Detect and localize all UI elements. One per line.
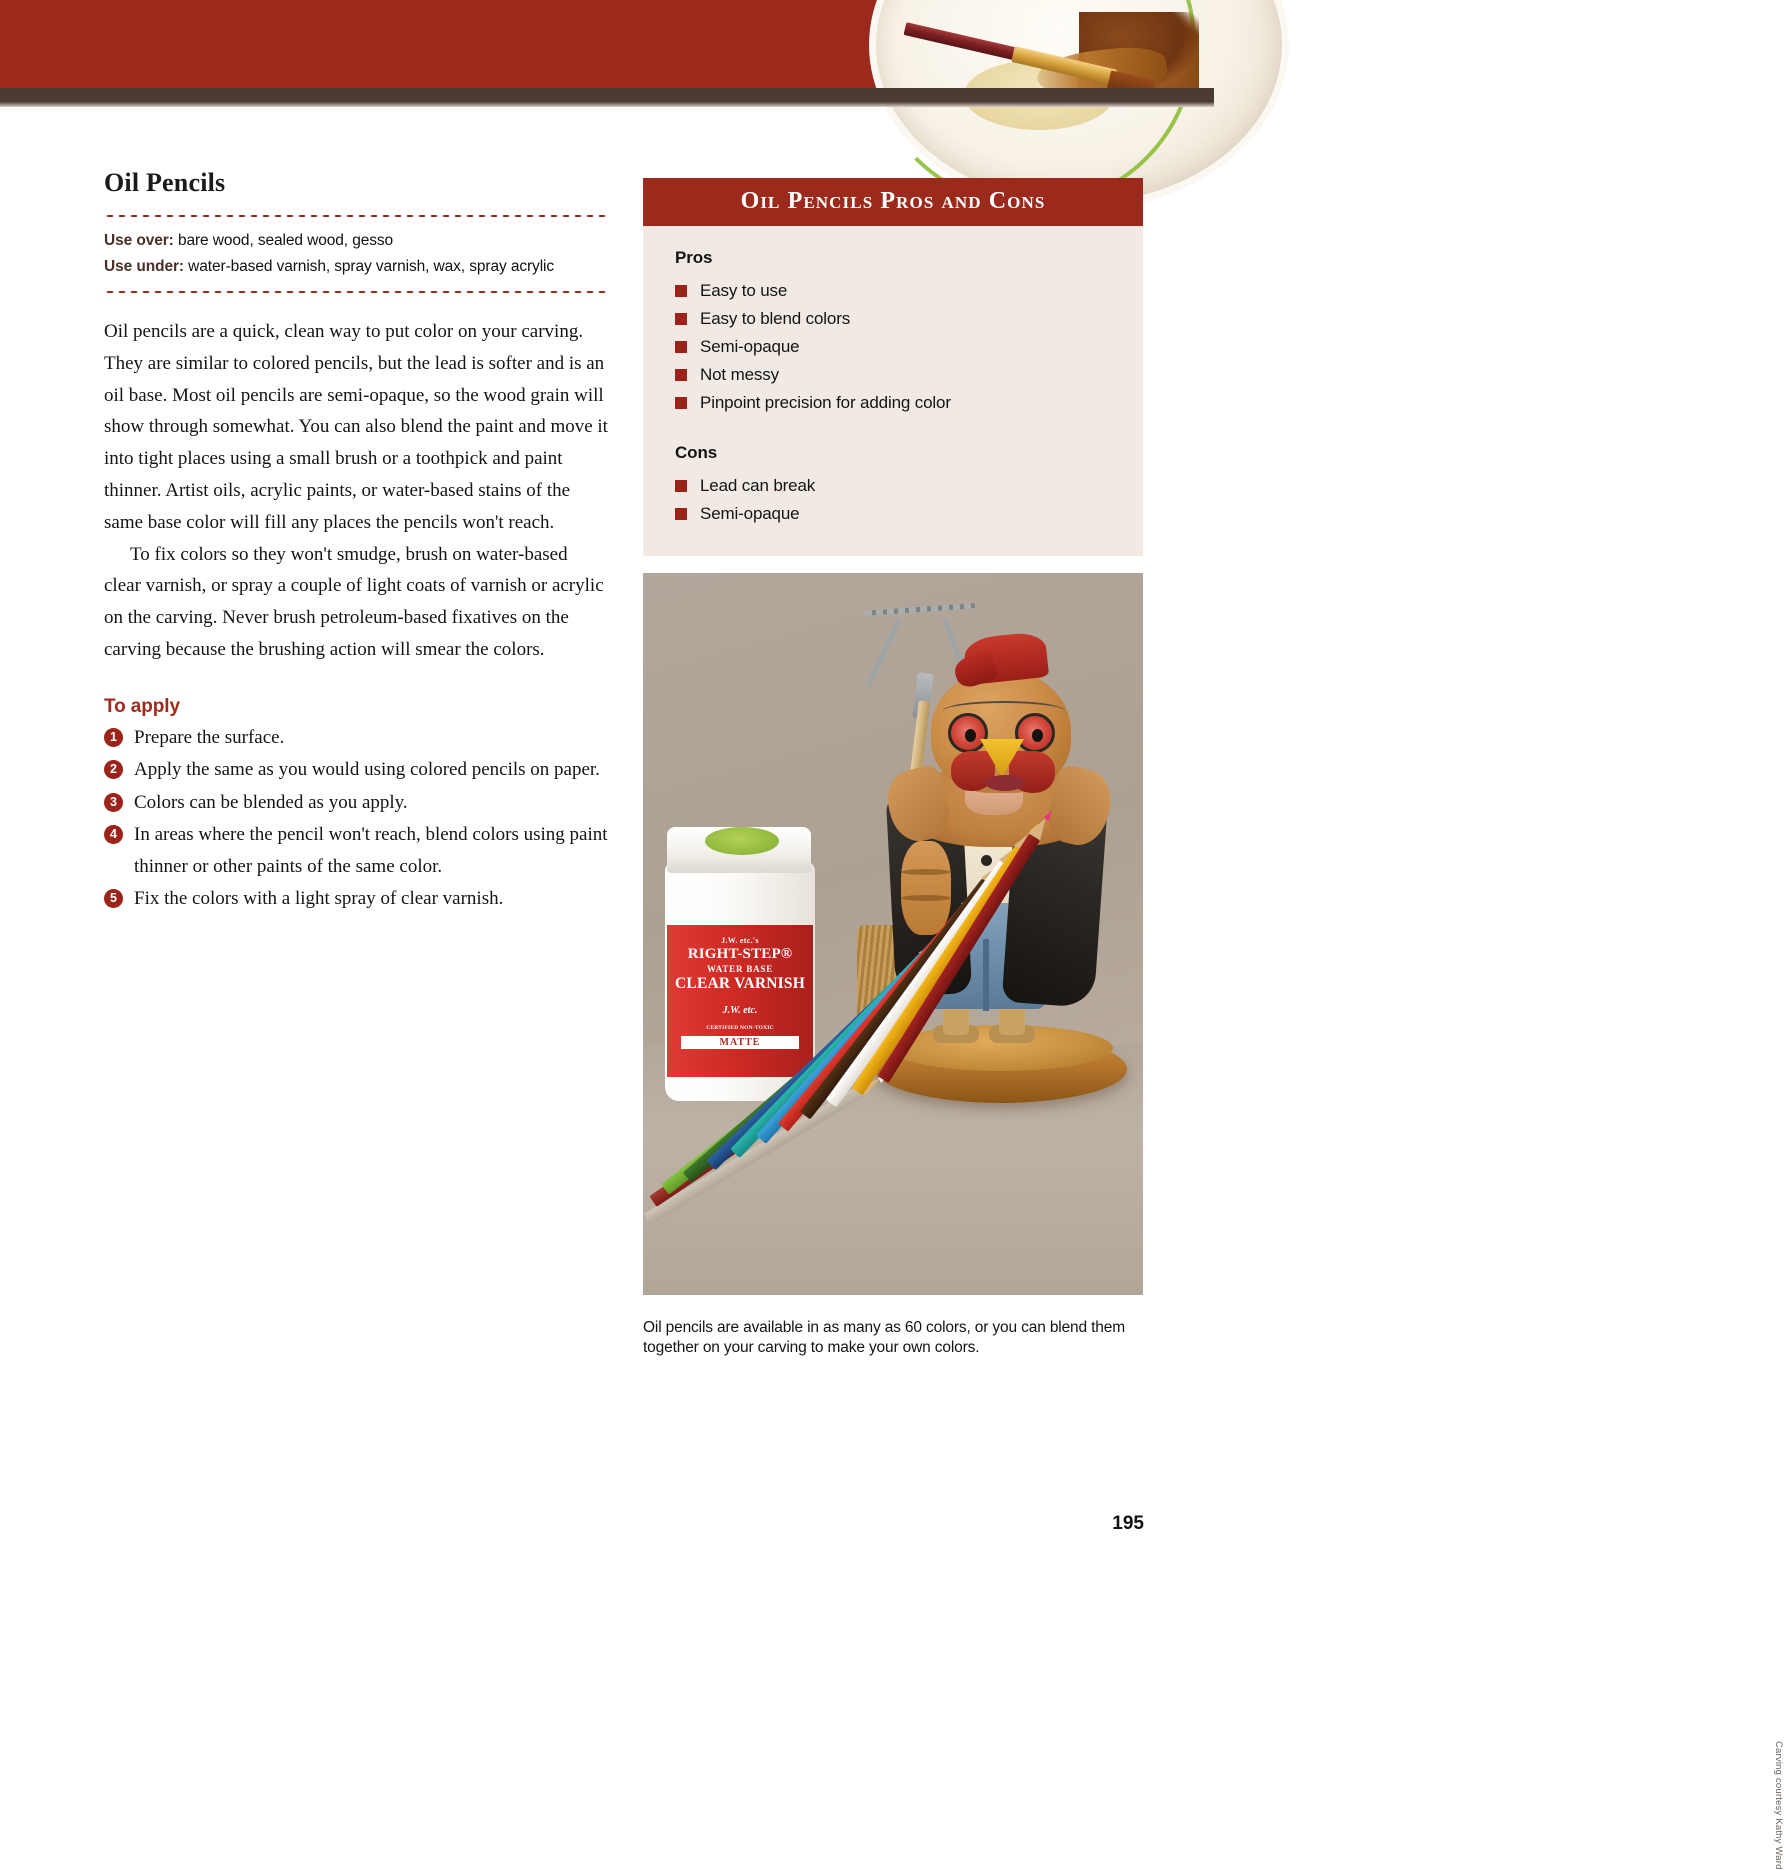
cons-heading: Cons bbox=[675, 443, 718, 462]
pro-text: Pinpoint precision for adding color bbox=[700, 393, 951, 412]
step-text: Fix the colors with a light spray of clear varnish. bbox=[134, 888, 504, 910]
pros-heading: Pros bbox=[675, 248, 713, 267]
pro-text: Not messy bbox=[700, 365, 779, 384]
body-paragraph-1: Oil pencils are a quick, clean way to put color on your carving. They are similar to colored pencils, but the lead is softer and is an oil base. Most oil pencils are semi-opaque, so the wood grain will show through somewhat. You can also blend the paint and move it into tight places using a small brush or a toothpick and paint thinner. Artist oils, acrylic paints, or water-based stains of the same base color will fill any places the pencils won't reach. bbox=[104, 321, 608, 533]
varnish-bottle-label bbox=[667, 925, 813, 1077]
page-number: 195 bbox=[1112, 1513, 1144, 1534]
step-text: Prepare the surface. bbox=[134, 726, 285, 748]
square-bullet-icon bbox=[675, 369, 687, 381]
label-subtitle: WATER BASE bbox=[706, 964, 774, 974]
pro-text: Semi-opaque bbox=[700, 337, 800, 356]
step-number-badge: 3 bbox=[104, 793, 123, 812]
list-item bbox=[104, 819, 609, 882]
list-item bbox=[104, 787, 609, 819]
use-over-line bbox=[104, 228, 609, 254]
con-text: Semi-opaque bbox=[700, 504, 800, 523]
photo-canvas bbox=[643, 573, 1143, 1295]
list-item bbox=[675, 333, 1113, 361]
label-product-name: RIGHT-STEP® bbox=[687, 946, 793, 962]
step-number-badge: 1 bbox=[104, 728, 123, 747]
overalls-seam bbox=[983, 939, 989, 1011]
figure-caption: Oil pencils are available in as many as 60 colors, or you can blend them together on your carving to make your own colors. bbox=[643, 1319, 1126, 1357]
rooster-mouth bbox=[985, 775, 1025, 791]
pro-text: Easy to use bbox=[700, 281, 788, 300]
step-number-badge: 5 bbox=[104, 889, 123, 908]
dotted-rule-bottom bbox=[104, 290, 609, 294]
list-item bbox=[675, 305, 1113, 333]
pro-text: Easy to blend colors bbox=[700, 309, 851, 328]
square-bullet-icon bbox=[675, 508, 687, 520]
use-under-line bbox=[104, 254, 609, 280]
pitchfork-head-icon bbox=[865, 603, 975, 616]
list-item bbox=[104, 883, 609, 915]
step-number-badge: 2 bbox=[104, 760, 123, 779]
use-over-label: Use over: bbox=[104, 232, 174, 249]
list-item bbox=[675, 361, 1113, 389]
con-text: Lead can break bbox=[700, 476, 816, 495]
rooster-pupil-left bbox=[965, 729, 976, 742]
rooster-hand-ring bbox=[901, 869, 951, 875]
label-finish: MATTE bbox=[681, 1036, 799, 1049]
use-under-label: Use under: bbox=[104, 258, 184, 276]
list-item bbox=[675, 500, 1113, 528]
square-bullet-icon bbox=[675, 285, 687, 297]
rooster-hand-ring bbox=[901, 895, 951, 901]
square-bullet-icon bbox=[675, 397, 687, 409]
pros-cons-box bbox=[643, 178, 1143, 556]
list-item bbox=[104, 754, 609, 786]
header-divider-rule bbox=[0, 88, 1214, 107]
list-item bbox=[675, 389, 1113, 417]
left-column bbox=[104, 168, 609, 916]
label-fine-print: CERTIFIED NON-TOXIC bbox=[706, 1024, 774, 1031]
step-text: Apply the same as you would using colored pencils on paper. bbox=[134, 759, 600, 781]
header-photo bbox=[909, 0, 1214, 88]
square-bullet-icon bbox=[675, 480, 687, 492]
step-number-badge: 4 bbox=[104, 825, 123, 844]
list-item bbox=[675, 277, 1113, 305]
right-column bbox=[643, 178, 1143, 556]
label-script-logo: J.W. etc. bbox=[722, 1004, 758, 1016]
square-bullet-icon bbox=[675, 313, 687, 325]
apply-steps-list bbox=[104, 722, 609, 915]
dotted-rule-top bbox=[104, 214, 609, 218]
pros-cons-title: Oil Pencils Pros and Cons bbox=[643, 178, 1143, 226]
to-apply-heading: To apply bbox=[104, 695, 180, 717]
rooster-hand bbox=[901, 841, 951, 935]
body-paragraph-2: To fix colors so they won't smudge, brush on water-based clear varnish, or spray a couple of light coats of varnish or acrylic on the carving. Never brush petroleum-based fixatives on the carving because the brushing action will smear the colors. bbox=[104, 543, 604, 661]
label-brand: J.W. etc.'s bbox=[721, 936, 759, 945]
rooster-pupil-right bbox=[1032, 729, 1043, 742]
label-product-type: CLEAR VARNISH bbox=[675, 975, 805, 992]
square-bullet-icon bbox=[675, 341, 687, 353]
pitchfork-tine-left bbox=[866, 619, 901, 686]
pros-cons-body bbox=[643, 226, 1143, 556]
list-item bbox=[104, 722, 609, 754]
page-title: Oil Pencils bbox=[104, 168, 226, 197]
cap-green-sticker bbox=[705, 827, 779, 855]
step-text: In areas where the pencil won't reach, blend colors using paint thinner or other paints of the same color. bbox=[134, 824, 608, 877]
use-under-value: water-based varnish, spray varnish, wax, spray acrylic bbox=[183, 258, 555, 276]
step-text: Colors can be blended as you apply. bbox=[134, 791, 408, 813]
list-item bbox=[675, 472, 1113, 500]
photo-credit: Carving courtesy Kathy Ward bbox=[1773, 1741, 1784, 1870]
use-over-value: bare wood, sealed wood, gesso bbox=[173, 232, 394, 249]
